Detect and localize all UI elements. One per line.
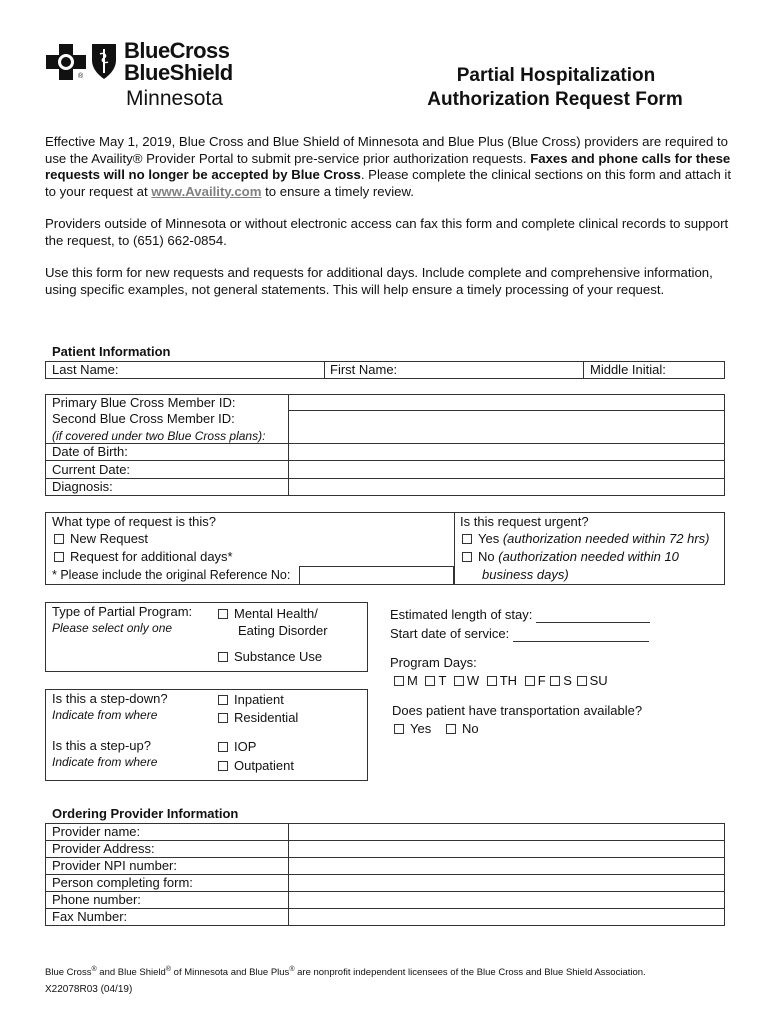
outpatient-checkbox[interactable] xyxy=(218,761,228,771)
start-date-field[interactable] xyxy=(513,628,649,642)
first-name-label: First Name: xyxy=(330,362,398,377)
intro-paragraph-2: Providers outside of Minnesota or without electronic access can fax this form and complete clinical records to support the request, to (651) 662-0854. xyxy=(45,216,729,248)
intro-paragraph-3: Use this form for new requests and requests for additional days. Include complete and comprehensive information, using specific examples, not general statements. This will help ensure a timely processing of your request. xyxy=(45,265,713,297)
residential-option[interactable]: Residential xyxy=(218,710,298,726)
day-option-s[interactable]: S xyxy=(550,673,572,688)
new-request-checkbox[interactable] xyxy=(54,534,64,544)
reference-number-label: * Please include the original Reference No: xyxy=(52,568,291,582)
day-option-f[interactable]: F xyxy=(525,673,546,688)
urgent-yes-checkbox[interactable] xyxy=(462,534,472,544)
additional-days-checkbox[interactable] xyxy=(54,552,64,562)
fax-number-label: Fax Number: xyxy=(52,909,128,924)
new-request-option[interactable]: New Request xyxy=(54,531,148,547)
provider-address-label: Provider Address: xyxy=(52,841,155,856)
current-date-label: Current Date: xyxy=(52,462,131,477)
provider-npi-label: Provider NPI number: xyxy=(52,858,177,873)
iop-checkbox[interactable] xyxy=(218,742,228,752)
day-w-checkbox[interactable] xyxy=(454,676,464,686)
step-down-question: Is this a step-down? xyxy=(52,691,168,706)
urgent-yes-option[interactable]: Yes (authorization needed within 72 hrs) xyxy=(462,531,710,547)
page-title-line2: Authorization Request Form xyxy=(427,89,683,110)
provider-address-field[interactable] xyxy=(290,841,724,856)
second-member-id-note: (if covered under two Blue Cross plans): xyxy=(52,429,266,443)
diagnosis-field[interactable] xyxy=(290,479,724,495)
form-code: X22078R03 (04/19) xyxy=(45,984,133,995)
second-member-id-label: Second Blue Cross Member ID: xyxy=(52,411,235,426)
patient-info-heading: Patient Information xyxy=(52,344,171,359)
step-down-note: Indicate from where xyxy=(52,708,158,722)
outpatient-option[interactable]: Outpatient xyxy=(218,758,294,774)
provider-npi-field[interactable] xyxy=(290,858,724,873)
estimated-length-label: Estimated length of stay: xyxy=(390,607,650,623)
program-type-note: Please select only one xyxy=(52,621,173,635)
request-type-question: What type of request is this? xyxy=(52,514,217,529)
residential-checkbox[interactable] xyxy=(218,713,228,723)
reference-number-field[interactable] xyxy=(299,566,454,585)
intro-fax-warning: Faxes and phone calls for these requests will no longer be accepted by Blue Cross xyxy=(45,150,731,182)
step-up-question: Is this a step-up? xyxy=(52,738,151,753)
transport-no-option[interactable]: No xyxy=(446,721,479,737)
transport-no-checkbox[interactable] xyxy=(446,724,456,734)
urgent-no-note-cont: business days) xyxy=(482,567,569,582)
day-option-th[interactable]: TH xyxy=(487,673,517,688)
day-th-checkbox[interactable] xyxy=(487,676,497,686)
person-completing-label: Person completing form: xyxy=(52,875,193,890)
mental-health-option[interactable]: Mental Health/ xyxy=(218,606,318,622)
day-option-su[interactable]: SU xyxy=(577,673,608,688)
last-name-label: Last Name: xyxy=(52,362,119,377)
diagnosis-label: Diagnosis: xyxy=(52,479,113,494)
provider-name-label: Provider name: xyxy=(52,824,141,839)
footer-disclaimer: Blue Cross® and Blue Shield® of Minnesota and Blue Plus® are nonprofit independent licensees of the Blue Cross and Blue Shield Association. xyxy=(45,966,646,979)
start-date-label: Start date of service: xyxy=(390,626,649,642)
step-up-note: Indicate from where xyxy=(52,755,158,769)
brand-minnesota: Minnesota xyxy=(126,87,223,110)
urgent-question: Is this request urgent? xyxy=(460,514,589,529)
iop-option[interactable]: IOP xyxy=(218,739,256,755)
phone-number-field[interactable] xyxy=(290,892,724,907)
person-completing-field[interactable] xyxy=(290,875,724,890)
day-m-checkbox[interactable] xyxy=(394,676,404,686)
program-days-label: Program Days: xyxy=(390,655,477,670)
day-option-t[interactable]: T xyxy=(425,673,446,688)
transport-yes-option[interactable]: Yes xyxy=(394,721,431,737)
availity-link[interactable]: www.Availity.com xyxy=(151,183,262,199)
transport-question: Does patient have transportation available? xyxy=(392,703,643,718)
mental-health-checkbox[interactable] xyxy=(218,609,228,619)
program-type-label: Type of Partial Program: xyxy=(52,604,193,619)
inpatient-checkbox[interactable] xyxy=(218,695,228,705)
logo-registered-mark: ® xyxy=(78,73,84,80)
provider-name-field[interactable] xyxy=(290,824,724,839)
day-option-m[interactable]: M xyxy=(394,673,418,688)
mental-health-option-cont: Eating Disorder xyxy=(238,623,328,638)
phone-number-label: Phone number: xyxy=(52,892,141,907)
brand-bluecross: BlueCross xyxy=(124,38,230,63)
day-su-checkbox[interactable] xyxy=(577,676,587,686)
day-option-w[interactable]: W xyxy=(454,673,479,688)
day-t-checkbox[interactable] xyxy=(425,676,435,686)
day-s-checkbox[interactable] xyxy=(550,676,560,686)
intro-paragraph-1: Effective May 1, 2019, Blue Cross and Blue Shield of Minnesota and Blue Plus (Blue Cross) providers are required to use the Availity® Provider Portal to submit pre-service prior authorization requests. Faxes and phone calls for these requests will no longer be accepted by Blue Cross. Please complete the clinical sections on this form and attach it to your request at www.Availity.com to ensure a timely review. xyxy=(45,134,732,199)
page-title-line1: Partial Hospitalization xyxy=(456,65,656,86)
day-f-checkbox[interactable] xyxy=(525,676,535,686)
middle-initial-label: Middle Initial: xyxy=(590,362,666,377)
additional-days-option[interactable]: Request for additional days* xyxy=(54,549,233,565)
substance-use-checkbox[interactable] xyxy=(218,652,228,662)
current-date-field[interactable] xyxy=(290,461,724,477)
primary-member-id-field[interactable] xyxy=(290,395,724,409)
brand-blueshield: BlueShield xyxy=(124,60,233,85)
transport-yes-checkbox[interactable] xyxy=(394,724,404,734)
urgent-no-checkbox[interactable] xyxy=(462,552,472,562)
second-member-id-field[interactable] xyxy=(290,411,724,442)
program-days-options xyxy=(394,673,608,689)
blue-shield-logo-icon xyxy=(90,42,118,80)
provider-info-heading: Ordering Provider Information xyxy=(52,806,239,821)
date-of-birth-field[interactable] xyxy=(290,444,724,459)
substance-use-option[interactable]: Substance Use xyxy=(218,649,322,665)
primary-member-id-label: Primary Blue Cross Member ID: xyxy=(52,395,236,410)
inpatient-option[interactable]: Inpatient xyxy=(218,692,284,708)
urgent-no-option[interactable]: No (authorization needed within 10 xyxy=(462,549,679,565)
estimated-length-field[interactable] xyxy=(536,609,650,623)
fax-number-field[interactable] xyxy=(290,909,724,925)
date-of-birth-label: Date of Birth: xyxy=(52,444,128,459)
